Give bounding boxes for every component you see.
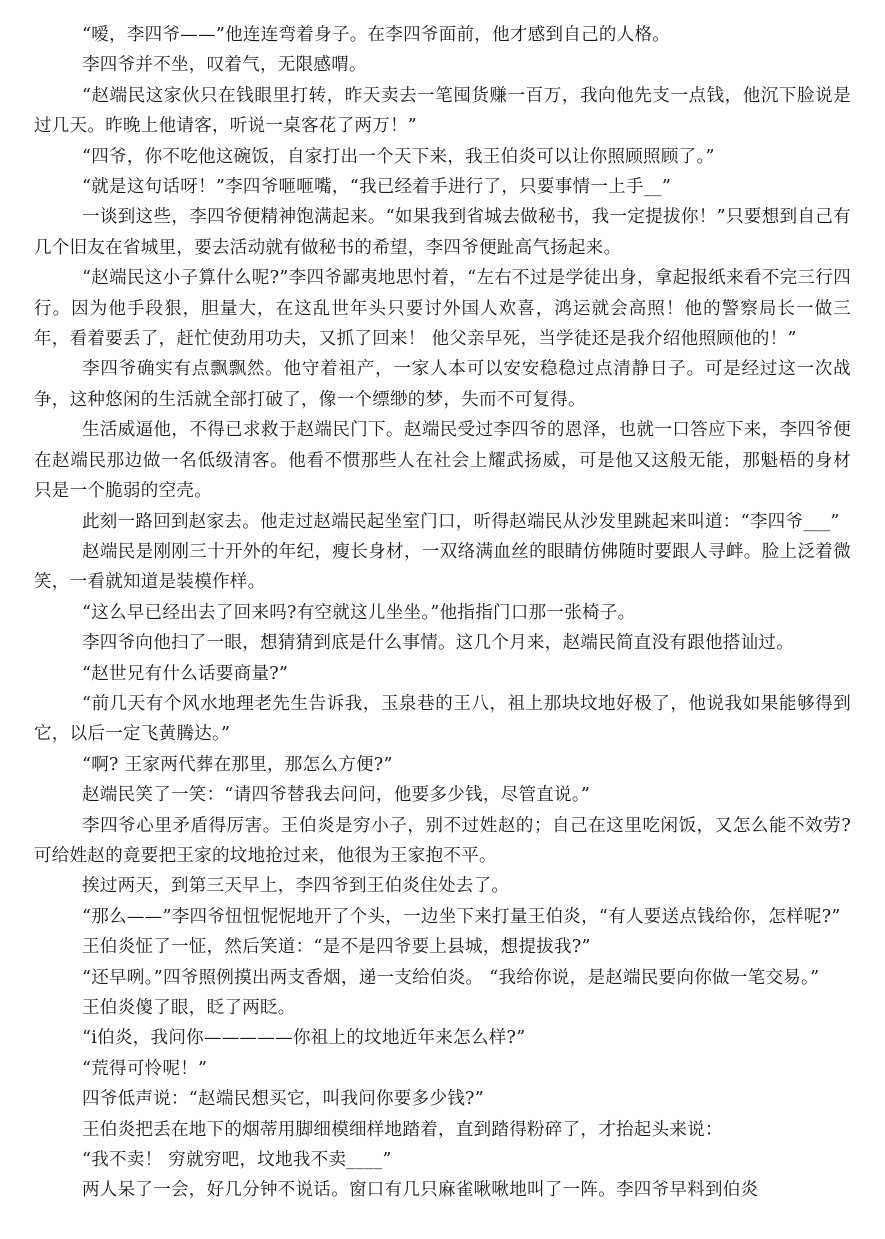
paragraph: 两人呆了一会，好几分钟不说话。窗口有几只麻雀啾啾地叫了一阵。李四爷早料到伯炎 <box>82 1180 759 1201</box>
paragraph: 李四爷心里矛盾得厉害。王伯炎是穷小子，别不过姓赵的；自己在这里吃闲饭，又怎么能不效劳?可给姓赵的竟要把王家的坟地抢过来，他很为王家抱不平。 <box>34 815 851 866</box>
paragraph: “这么早已经出去了回来吗?有空就这儿坐坐。”他指指门口那一张椅子。 <box>82 602 636 623</box>
paragraph: 此刻一路回到赵家去。他走过赵端民起坐室门口，听得赵端民从沙发里跳起来叫道：“李四爷___” <box>82 511 840 532</box>
paragraph: 一谈到这些，李四爷便精神饱满起来。“如果我到省城去做秘书，我一定提拔你！”只要想到自己有几个旧友在省城里，要去活动就有做秘书的希望，李四爷便趾高气扬起来。 <box>34 207 851 258</box>
paragraph: “赵端民这家伙只在钱眼里打转，昨天卖去一笔囤货赚一百万，我向他先支一点钱，他沉下脸说是过几天。昨晚上他请客，听说一桌客花了两万！” <box>34 85 851 137</box>
paragraph: 挨过两天，到第三天早上，李四爷到王伯炎住处去了。 <box>82 876 510 897</box>
paragraph: 王伯炎傻了眼，眨了两眨。 <box>82 998 296 1018</box>
paragraph: 王伯炎把丢在地下的烟蒂用脚细模细样地踏着，直到踏得粉碎了，才抬起头来说： <box>82 1119 723 1140</box>
paragraph: 赵端民笑了一笑：“请四爷替我去问问，他要多少钱，尽管直说。” <box>82 785 591 806</box>
paragraph: “四爷，你不吃他这碗饭，自家打出一个天下来，我王伯炎可以让你照顾照顾了。” <box>82 146 715 167</box>
paragraph: “我不卖！ 穷就穷吧，坟地我不卖____” <box>82 1150 392 1171</box>
paragraph: “那么——”李四爷忸忸怩怩地开了个头，一边坐下来打量王伯炎，“有人要送点钱给你，怎样呢?” <box>82 906 841 927</box>
paragraph: “赵端民这小子算什么呢?”李四爷鄙夷地思忖着，“左右不过是学徒出身，拿起报纸来看不完三行四行。因为他手段狠，胆量大，在这乱世年头只要讨外国人欢喜，鸿运就会高照！他的警察局长一做三年，看着要丢了，赶忙使劲用功夫，又抓了回来！ 他父亲早死，当学徒还是我介绍他照顾他的！” <box>34 268 851 350</box>
paragraph: 生活威逼他，不得已求救于赵端民门下。赵端民受过李四爷的恩泽，也就一口答应下来，李四爷便在赵端民那边做一名低级清客。他看不惯那些人在社会上耀武扬威，可是他又这般无能，那魁梧的身材只是一个脆弱的空壳。 <box>34 420 851 502</box>
paragraph: “i伯炎，我问你—————你祖上的坟地近年来怎么样?” <box>82 1028 526 1049</box>
paragraph: 李四爷确实有点飘飘然。他守着祖产，一家人本可以安安稳稳过点清静日子。可是经过这一次战争，这种悠闲的生活就全部打破了，像一个缥缈的梦，失而不可复得。 <box>34 359 851 410</box>
paragraph: “荒得可怜呢！” <box>82 1058 208 1079</box>
paragraph: “啊? 王家两代葬在那里，那怎么方便?” <box>82 754 393 775</box>
paragraph: “就是这句话呀！”李四爷咂咂嘴，“我已经着手进行了，只要事情一上手__” <box>82 177 672 198</box>
paragraph: “前几天有个风水地理老先生告诉我，玉泉巷的王八，祖上那块坟地好极了，他说我如果能够得到它，以后一定飞黄腾达。” <box>34 693 851 745</box>
paragraph: 李四爷向他扫了一眼，想猜猜到底是什么事情。这几个月来，赵端民简直没有跟他搭讪过。 <box>82 633 794 654</box>
paragraph: “还早咧。”四爷照例摸出两支香烟，递一支给伯炎。 “我给你说，是赵端民要向你做一笔交易。” <box>82 967 820 988</box>
paragraph: 四爷低声说：“赵端民想买它，叫我问你要多少钱?” <box>82 1089 484 1110</box>
paragraph: 李四爷并不坐，叹着气，无限感喟。 <box>82 55 367 76</box>
paragraph: “嗳，李四爷——”他连连弯着身子。在李四爷面前，他才感到自己的人格。 <box>82 25 671 45</box>
paragraph: 王伯炎怔了一怔，然后笑道：“是不是四爷要上县城，想提拔我?” <box>82 937 591 958</box>
paragraph: “赵世兄有什么话要商量?” <box>82 663 289 684</box>
paragraph: 赵端民是刚刚三十开外的年纪，瘦长身材，一双络满血丝的眼睛仿佛随时要跟人寻衅。脸上泛着微笑，一看就知道是装模作样。 <box>34 541 851 593</box>
